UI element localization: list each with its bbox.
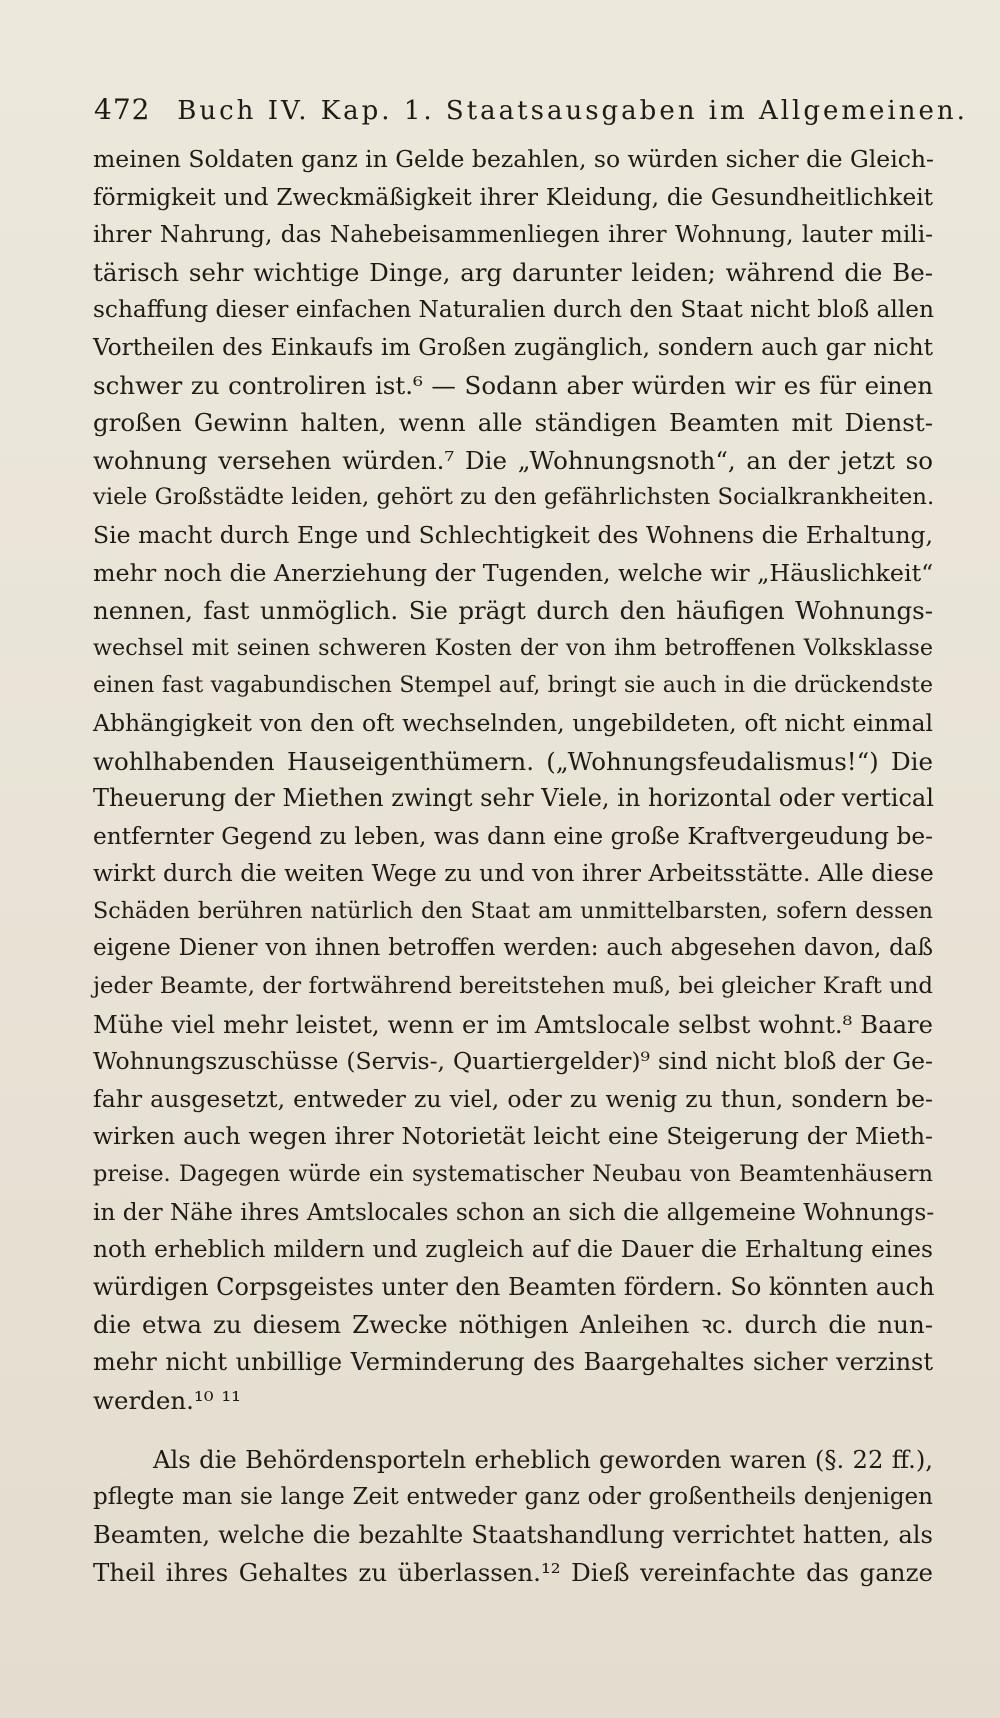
- text-line: schaffung dieser einfachen Naturalien durch den Staat nicht bloß allen: [93, 296, 934, 324]
- text-line: Wohnungszuschüsse (Servis-, Quartiergelder)⁹ sind nicht bloß der Ge-: [93, 1047, 933, 1076]
- body-text: [93, 141, 933, 1592]
- text-line: wirken auch wegen ihrer Notorietät leicht eine Steigerung der Mieth-: [93, 1122, 933, 1151]
- text-line: viele Großstädte leiden, gehört zu den gefährlichsten Socialkrankheiten.: [93, 484, 935, 511]
- running-title: Buch IV. Kap. 1. Staatsausgaben im Allgemeinen.: [177, 96, 968, 126]
- text-line: wohlhabenden Hauseigenthümern. („Wohnungsfeudalismus!“) Die: [93, 746, 933, 776]
- text-line: mehr nicht unbillige Verminderung des Baargehaltes sicher verzinst: [93, 1348, 933, 1376]
- text-line: fahr ausgesetzt, entweder zu viel, oder zu wenig zu thun, sondern be-: [93, 1084, 933, 1113]
- paragraph-gap: [93, 1419, 933, 1441]
- text-line: Beamten, welche die bezahlte Staatshandlung verrichtet hatten, als: [93, 1520, 933, 1550]
- text-line: preise. Dagegen würde ein systematischer Neubau von Beamtenhäusern: [93, 1161, 933, 1188]
- text-line: ihrer Nahrung, das Nahebeisammenliegen ihrer Wohnung, lauter mili-: [93, 221, 933, 249]
- text-line: werden.¹⁰ ¹¹: [93, 1385, 242, 1415]
- text-line: tärisch sehr wichtige Dinge, arg darunter leiden; während die Be-: [93, 257, 933, 287]
- text-line: Abhängigkeit von den oft wechselnden, ungebildeten, oft nicht einmal: [93, 708, 933, 737]
- running-header: [94, 92, 968, 128]
- text-line: meinen Soldaten ganz in Gelde bezahlen, so würden sicher die Gleich-: [93, 145, 934, 173]
- text-line: entfernter Gegend zu leben, was dann eine große Kraftvergeudung be-: [93, 822, 933, 850]
- text-line: würdigen Corpsgeistes unter den Beamten fördern. So könnten auch: [93, 1272, 935, 1301]
- text-line: Sie macht durch Enge und Schlechtigkeit des Wohnens die Erhaltung,: [93, 520, 933, 549]
- text-line: mehr noch die Anerziehung der Tugenden, welche wir „Häuslichkeit“: [93, 558, 934, 587]
- text-line: großen Gewinn halten, wenn alle ständigen Beamten mit Dienst-: [93, 408, 933, 438]
- text-line: förmigkeit und Zweckmäßigkeit ihrer Kleidung, die Gesundheitlichkeit: [93, 183, 933, 211]
- text-line: noth erheblich mildern und zugleich auf die Dauer die Erhaltung eines: [93, 1236, 933, 1264]
- text-line: wechsel mit seinen schweren Kosten der von ihm betroffenen Volksklasse: [93, 634, 933, 661]
- text-line: pflegte man sie lange Zeit entweder ganz oder großentheils denjenigen: [93, 1483, 933, 1510]
- text-line: jeder Beamte, der fortwährend bereitstehen muß, bei gleicher Kraft und: [93, 973, 933, 1000]
- text-line: Theil ihres Gehaltes zu überlassen.¹² Dieß vereinfachte das ganze: [93, 1557, 933, 1587]
- text-line: die etwa zu diesem Zwecke nöthigen Anleihen ꝛc. durch die nun-: [93, 1310, 933, 1340]
- text-line: schwer zu controliren ist.⁶ — Sodann aber würden wir es für einen: [93, 370, 933, 400]
- text-line: Als die Behördensporteln erheblich geworden waren (§. 22 ff.),: [153, 1445, 933, 1475]
- text-line: wohnung versehen würden.⁷ Die „Wohnungsnoth“, an der jetzt so: [93, 445, 933, 475]
- text-line: Theuerung der Miethen zwingt sehr Viele, in horizontal oder vertical: [93, 784, 934, 813]
- text-line: Schäden berühren natürlich den Staat am unmittelbarsten, sofern dessen: [93, 897, 933, 924]
- text-line: wirkt durch die weiten Wege zu und von ihrer Arbeitsstätte. Alle diese: [93, 859, 934, 888]
- text-line: nennen, fast unmöglich. Sie prägt durch den häufigen Wohnungs-: [93, 596, 933, 626]
- text-line: eigene Diener von ihnen betroffen werden: auch abgesehen davon, daß: [93, 935, 933, 962]
- page-number: 472: [94, 93, 151, 126]
- text-line: einen fast vagabundischen Stempel auf, bringt sie auch in die drückendste: [93, 673, 933, 699]
- text-line: Vortheilen des Einkaufs im Großen zugänglich, sondern auch gar nicht: [93, 333, 933, 361]
- text-line: Mühe viel mehr leistet, wenn er im Amtslocale selbst wohnt.⁸ Baare: [93, 1009, 933, 1039]
- paragraph-2: [93, 1441, 933, 1591]
- paragraph-1: [93, 141, 933, 1419]
- text-line: in der Nähe ihres Amtslocales schon an sich die allgemeine Wohnungs-: [93, 1198, 935, 1226]
